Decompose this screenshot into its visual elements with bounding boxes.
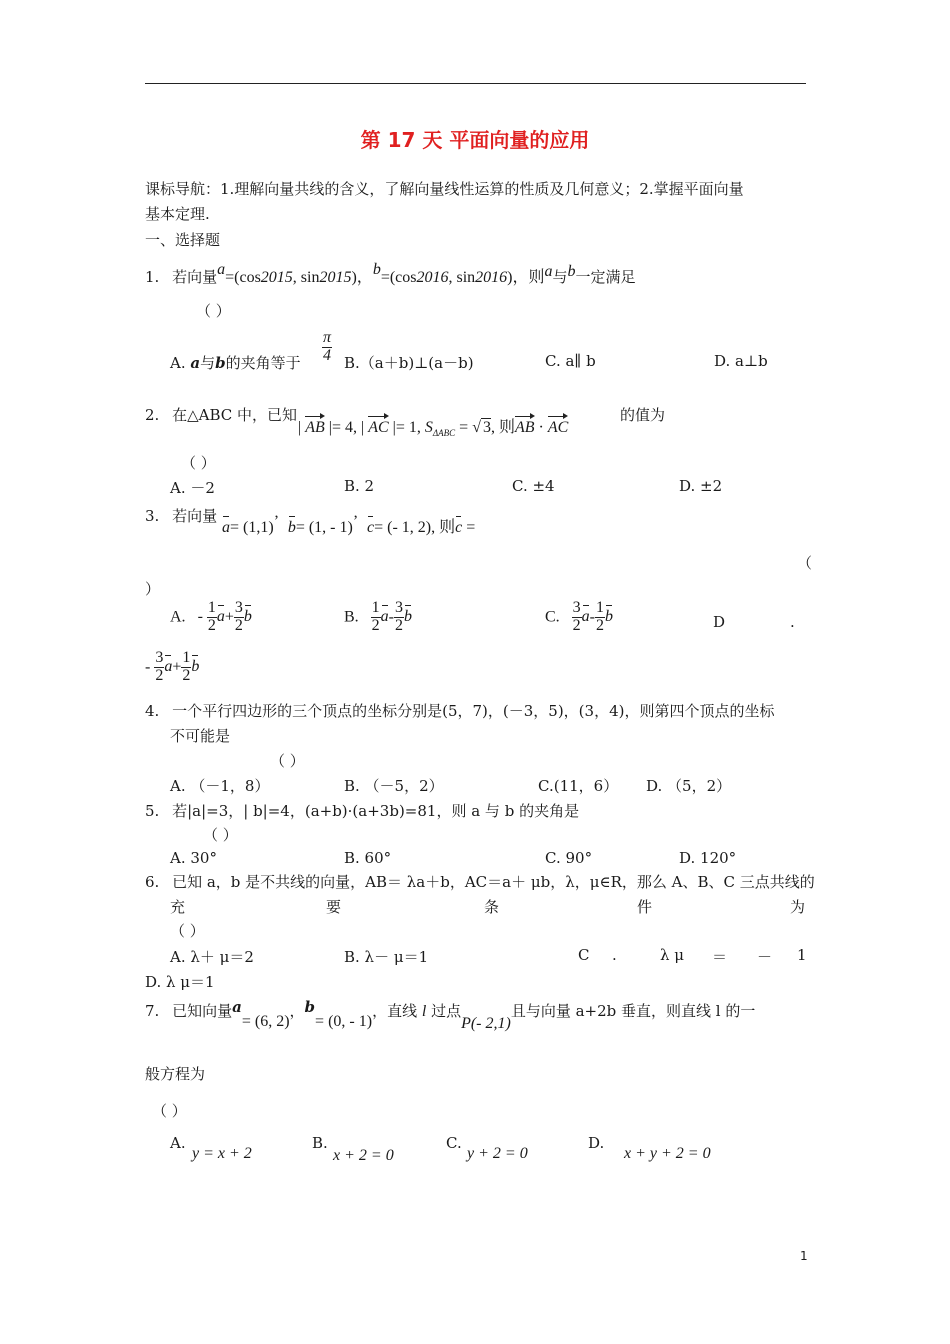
q1-vector-a-2: a <box>544 263 553 280</box>
q2-option-d: D. ±2 <box>679 477 723 495</box>
q7-paren: （ ） <box>152 1102 187 1120</box>
q2-tail: 的值为 <box>620 406 666 424</box>
question-5 <box>145 800 579 821</box>
header-rule <box>145 83 806 84</box>
q7-option-d-label: D. <box>588 1134 605 1152</box>
q1-option-a <box>170 352 301 373</box>
q2-then: , 则 <box>490 419 515 436</box>
q5-paren: （ ） <box>203 826 238 844</box>
q3-vector-b: b <box>287 519 296 536</box>
q1-option-a-and: 与 <box>200 354 216 372</box>
q2-abs-1: | <box>298 419 306 436</box>
q7-option-a-label: A. <box>170 1134 186 1152</box>
q7-vector-b: b <box>304 998 316 1016</box>
q2-area-sub: ΔABC <box>432 428 456 438</box>
q1-tail: 一定满足 <box>575 268 636 286</box>
q1-option-a-label: A. <box>170 354 186 372</box>
q6-word-3: 条 <box>484 898 500 916</box>
q3-option-d <box>145 650 199 685</box>
q7-option-b: x + 2 = 0 <box>333 1147 394 1164</box>
q6-option-c-one: 1 <box>797 946 807 964</box>
q7-option-d: x + y + 2 = 0 <box>624 1145 711 1162</box>
q7-mid: ，直线 <box>372 1002 422 1020</box>
question-2 <box>145 404 297 425</box>
q3-b-num-1: 1 <box>371 599 380 616</box>
q6-option-c-dot: . <box>612 946 617 964</box>
q6-number: 6. <box>145 873 160 891</box>
q1-option-c: C. a∥ b <box>545 352 596 370</box>
q7-line-l: l <box>421 1003 427 1020</box>
q1-option-d: D. a⊥b <box>714 352 768 370</box>
q6-word-5: 为 <box>790 898 806 916</box>
q1-number: 1. <box>145 268 160 286</box>
q3-b-minus: - <box>388 608 394 626</box>
q1-year-3: 2016 <box>416 269 449 286</box>
q7-tail: 且与向量 a+2b 垂直，则直线 l 的一 <box>510 1002 756 1020</box>
q1-close-2: )，则 <box>507 269 545 286</box>
q3-a-vec-a: a <box>216 608 225 626</box>
q6-option-c-minus: － <box>757 948 773 966</box>
q1-four: 4 <box>323 346 331 364</box>
question-7 <box>145 998 756 1032</box>
q2-vector-ab-2: AB <box>514 419 535 436</box>
intro-line-1: 课标导航：1.理解向量共线的含义，了解向量线性运算的性质及几何意义；2.掌握平面向量 <box>145 180 744 198</box>
q3-c-num-2: 1 <box>596 599 604 616</box>
q2-dot: · <box>534 419 548 436</box>
q4-option-b: B. （－5，2） <box>344 777 444 795</box>
q3-paren-open: （ <box>797 554 813 572</box>
q1-vector-a: a <box>217 261 226 278</box>
q5-number: 5. <box>145 802 160 820</box>
q3-vector-c-2: c <box>455 519 463 536</box>
q3-option-a <box>170 600 252 635</box>
q3-a-num-1: 1 <box>207 599 216 616</box>
q3-c-num-1: 3 <box>572 599 581 616</box>
q3-c-den-1: 2 <box>572 616 581 634</box>
q3-c-vec-a: a <box>581 608 590 626</box>
q3-b-den-2: 2 <box>395 616 403 634</box>
q3-option-a-label: A. <box>170 608 186 626</box>
question-4 <box>145 700 774 721</box>
q1-sin-2: , sin <box>448 269 476 286</box>
q2-sqrt-3: 3 <box>482 419 491 436</box>
q4-paren: （ ） <box>270 752 305 770</box>
q6-option-c-eq: ＝ <box>712 948 728 966</box>
q3-formula: a= (1,1)’ b= (1, - 1)’ c= (- 1, 2), 则c = <box>222 513 476 536</box>
q2-option-b: B. 2 <box>344 477 375 495</box>
q3-c-minus: - <box>589 608 595 626</box>
q3-b-den-1: 2 <box>371 616 380 634</box>
q1-year-4: 2016 <box>475 269 508 286</box>
q1-b-value: =(cos <box>380 269 417 286</box>
q7-option-b-label: B. <box>312 1134 328 1152</box>
q3-option-d-dot: . <box>790 613 795 631</box>
q6-word-1: 充 <box>170 898 186 916</box>
q1-vector-b: b <box>372 261 381 278</box>
q3-d-vec-a: a <box>164 658 173 676</box>
q6-option-b: B. λ－ μ＝1 <box>344 948 429 966</box>
q5-text: 若|a|=3，| b|=4，(a+b)·(a+3b)=81，则 a 与 b 的夹角是 <box>172 802 580 820</box>
q3-then: , 则 <box>431 519 456 536</box>
q7-point-p: P(- 2,1) <box>461 1015 511 1032</box>
q7-b-value: = (0, - 1) <box>315 1013 373 1030</box>
q2-vector-ac: AC <box>368 419 389 436</box>
q3-a-minus: - <box>197 608 203 626</box>
q3-option-b-label: B. <box>344 608 359 626</box>
intro-line-2: 基本定理. <box>145 205 210 223</box>
q2-vector-ac-2: AC <box>547 419 569 436</box>
q1-option-a-vec-b: b <box>215 354 226 372</box>
q3-d-vec-b: b <box>191 658 200 676</box>
q4-option-d: D. （5，2） <box>646 777 732 795</box>
q1-option-a-text: 的夹角等于 <box>225 354 301 372</box>
q6-text: 已知 a，b 是不共线的向量，AB＝ λa＋b，AC＝a＋ μb，λ，μ∈R，那么 A、B、C 三点共线的 <box>172 873 815 891</box>
q1-option-b: B.（a＋b)⊥(a－b) <box>344 354 474 372</box>
q3-paren-close: ） <box>145 580 161 598</box>
q7-option-c-label: C. <box>446 1134 462 1152</box>
q3-a-value: = (1,1) <box>230 519 274 536</box>
q3-a-num-2: 3 <box>234 599 243 616</box>
q6-option-c-label: C <box>578 946 590 964</box>
q2-option-c: C. ±4 <box>512 477 555 495</box>
q6-word-4: 件 <box>637 898 653 916</box>
q3-a-vec-b: b <box>243 608 252 626</box>
q7-vector-a: a <box>232 998 242 1016</box>
q2-formula: | AB |= 4, | AC |= 1, $S_{\Delta ABC}$ = √ 3, 则AB · AC <box>298 419 569 438</box>
q2-eq-3: = <box>455 419 473 436</box>
q7-line-2: 般方程为 <box>145 1065 206 1083</box>
q1-sin-1: , sin <box>292 269 320 286</box>
q1-a-value: =(cos <box>225 269 261 286</box>
page-title: 第 17 天 平面向量的应用 <box>360 128 590 152</box>
q3-c-den-2: 2 <box>596 616 604 634</box>
q3-eq: = <box>462 519 476 536</box>
q1-close-1: )， <box>351 269 373 286</box>
q2-eq-1: |= 4, | <box>324 419 369 436</box>
q2-option-a: A. －2 <box>170 479 215 497</box>
q1-paren: （ ） <box>196 302 231 320</box>
q3-d-num-1: 3 <box>155 649 164 666</box>
q3-d-plus: + <box>172 658 182 676</box>
q4-line-1: 一个平行四边形的三个顶点的坐标分别是(5，7)，(－3，5)，(3，4)，则第四个顶点的坐标 <box>172 702 775 720</box>
q4-line-2: 不可能是 <box>170 727 231 745</box>
page-number: 1 <box>800 1249 808 1263</box>
q3-a-plus: + <box>224 608 234 626</box>
q5-option-c: C. 90° <box>545 849 593 867</box>
q7-pass: 过点 <box>426 1002 462 1020</box>
q1-vector-b-2: b <box>567 263 576 280</box>
q1-option-a-fraction <box>322 330 332 365</box>
q3-a-den-1: 2 <box>207 616 216 634</box>
q2-area-s: S <box>424 419 433 436</box>
q3-vector-c: c <box>366 519 375 536</box>
q6-word-2: 要 <box>326 898 342 916</box>
q2-paren: （ ） <box>181 454 216 472</box>
q3-vector-a: a <box>222 519 230 536</box>
q3-c-value: = (- 1, 2) <box>374 519 432 536</box>
q2-text: 在△ABC 中，已知 <box>172 406 298 424</box>
q1-and: 与 <box>552 268 568 286</box>
q1-option-a-vec-a: a <box>190 354 201 372</box>
q3-d-num-2: 1 <box>182 649 191 666</box>
q3-option-c <box>545 600 613 635</box>
q1-year-2: 2015 <box>319 269 352 286</box>
q7-comma: ， <box>289 1002 305 1020</box>
q6-option-d: D. λ μ＝1 <box>145 973 215 991</box>
q1-year-1: 2015 <box>260 269 293 286</box>
q1-prefix: 若向量 <box>172 268 218 286</box>
q4-option-c: C.(11，6） <box>538 777 619 795</box>
q5-option-b: B. 60° <box>344 849 392 867</box>
q3-option-b <box>344 600 412 635</box>
q3-c-vec-b: b <box>605 608 613 626</box>
q1-pi: π <box>323 329 332 346</box>
q3-b-value: = (1, - 1) <box>295 519 353 536</box>
q3-a-den-2: 2 <box>234 616 243 634</box>
q7-number: 7. <box>145 1002 160 1020</box>
q7-option-a: y = x + 2 <box>192 1145 252 1162</box>
q6-paren: （ ） <box>170 922 205 940</box>
q3-prefix: 若向量 <box>172 507 218 525</box>
q3-option-d-label: D <box>713 613 726 631</box>
section-heading: 一、选择题 <box>145 231 221 249</box>
q2-number: 2. <box>145 406 160 424</box>
q3-b-vec-a: a <box>380 608 389 626</box>
q3-option-c-label: C. <box>545 608 560 626</box>
q7-option-c: y + 2 = 0 <box>467 1145 528 1162</box>
q7-a-value: = (6, 2) <box>241 1013 290 1030</box>
question-3 <box>145 505 217 526</box>
q4-number: 4. <box>145 702 160 720</box>
q3-number: 3. <box>145 507 160 525</box>
q4-option-a: A. （－1，8） <box>170 777 270 795</box>
q2-vector-ab: AB <box>305 419 325 436</box>
q3-d-den-2: 2 <box>182 666 191 684</box>
q3-d-den-1: 2 <box>155 666 164 684</box>
q6-option-a: A. λ＋ μ＝2 <box>170 948 254 966</box>
q3-d-minus: - <box>145 658 151 676</box>
q6-option-c-lambda-mu: λ μ <box>660 946 685 964</box>
question-6 <box>145 871 815 892</box>
q2-eq-2: |= 1, <box>388 419 425 436</box>
q3-b-num-2: 3 <box>395 599 403 616</box>
q5-option-d: D. 120° <box>679 849 737 867</box>
q7-prefix: 已知向量 <box>172 1002 233 1020</box>
q5-option-a: A. 30° <box>170 849 217 867</box>
q3-b-vec-b: b <box>404 608 412 626</box>
question-1 <box>145 261 636 287</box>
